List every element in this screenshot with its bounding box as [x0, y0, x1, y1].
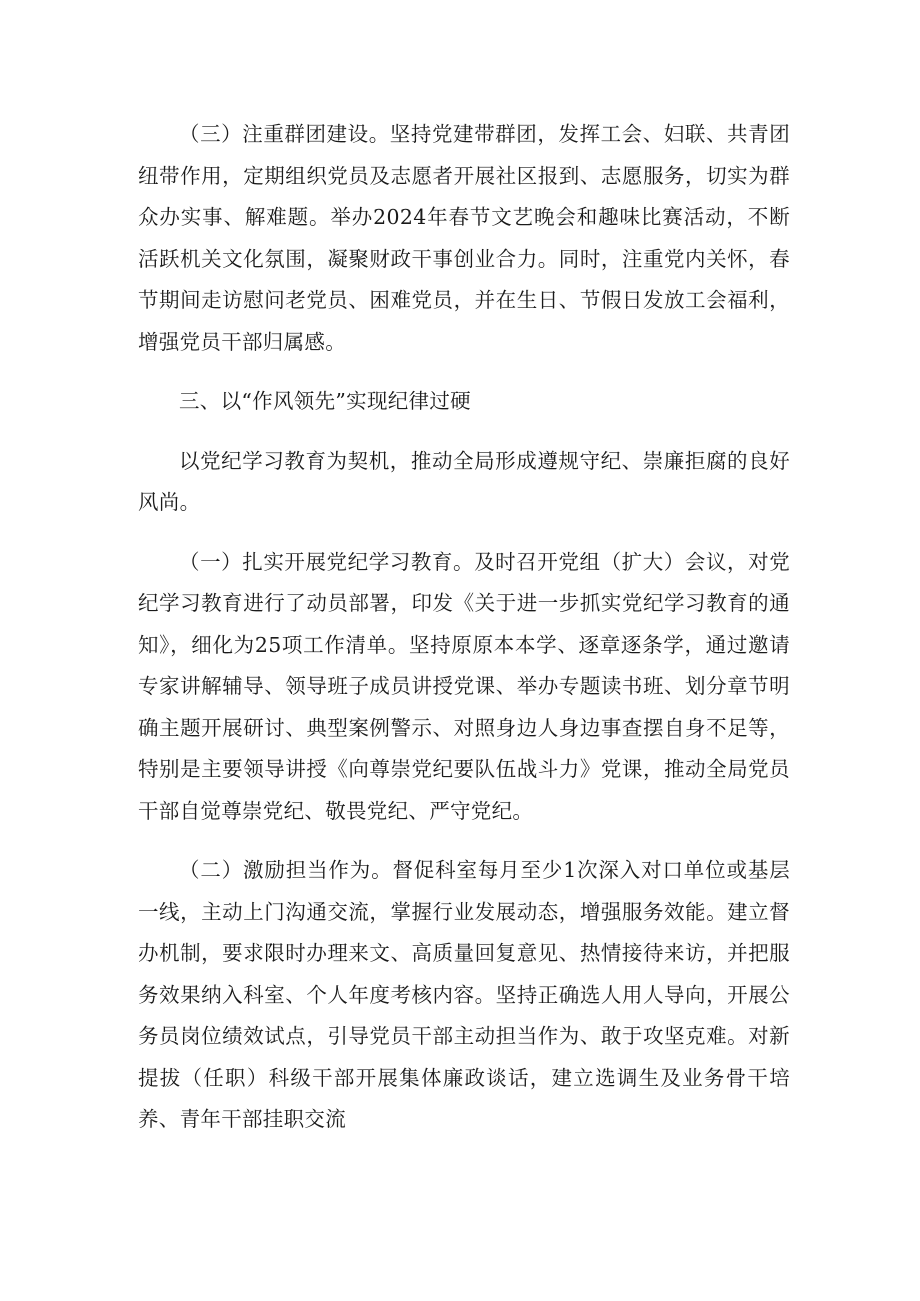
paragraph-mass-organizations: （三）注重群团建设。坚持党建带群团，发挥工会、妇联、共青团纽带作用，定期组织党员及志愿者开展社区报到、志愿服务，切实为群众办实事、解难题。举办2024年春节文艺晚会和趣味比赛活动，不断活跃机关文化氛围，凝聚财政干事创业合力。同时，注重党内关怀，春节期间走访慰问老党员、困难党员，并在生日、节假日发放工会福利，增强党员干部归属感。 — [138, 122, 790, 354]
document-body — [138, 114, 790, 1141]
paragraph-encourage-responsibility: （二）激励担当作为。督促科室每月至少1次深入对口单位或基层一线，主动上门沟通交流，掌握行业发展动态，增强服务效能。建立督办机制，要求限时办理来文、高质量回复意见、热情接待来访，并把服务效果纳入科室、个人年度考核内容。坚持正确选人用人导向，开展公务员岗位绩效试点，引导党员干部主动担当作为、敢于攻坚克难。对新提拔（任职）科级干部开展集体廉政谈话，建立选调生及业务骨干培养、青年干部挂职交流 — [138, 858, 790, 1131]
section-heading-discipline: 三、以“作风领先”实现纪律过硬 — [179, 389, 471, 413]
paragraph-discipline-education: （一）扎实开展党纪学习教育。及时召开党组（扩大）会议，对党纪学习教育进行了动员部署，印发《关于进一步抓实党纪学习教育的通知》，细化为25项工作清单。坚持原原本本学、逐章逐条学，通过邀请专家讲解辅导、领导班子成员讲授党课、举办专题读书班、划分章节明确主题开展研讨、典型案例警示、对照身边人身边事查摆自身不足等，特别是主要领导讲授《向尊崇党纪要队伍战斗力》党课，推动全局党员干部自觉尊崇党纪、敬畏党纪、严守党纪。 — [138, 549, 790, 823]
paragraph-section-intro: 以党纪学习教育为契机，推动全局形成遵规守纪、崇廉拒腐的良好风尚。 — [138, 448, 790, 514]
